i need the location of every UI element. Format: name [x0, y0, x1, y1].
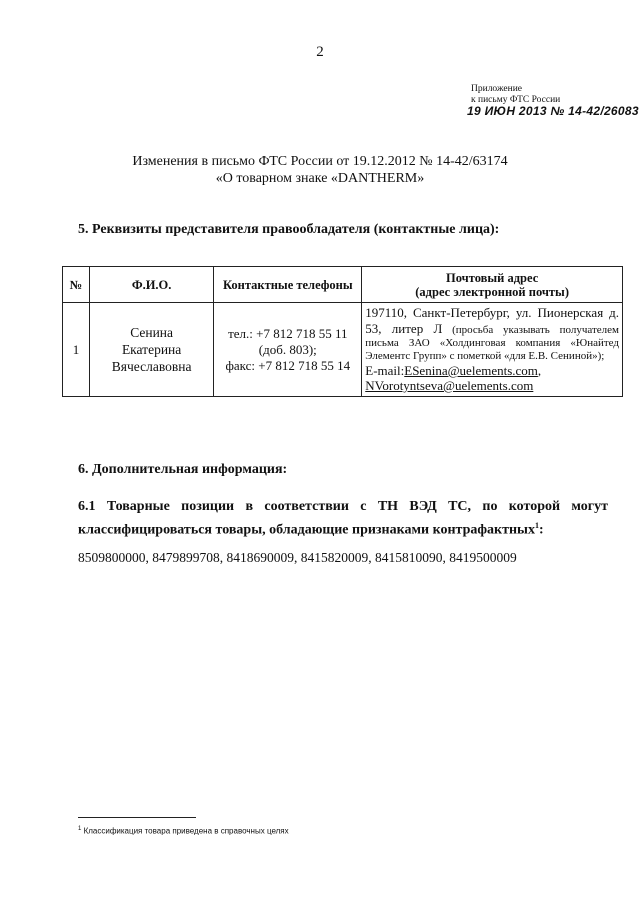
page-number: 2	[316, 44, 324, 60]
fio-patronymic: Вячеславовна	[111, 359, 192, 374]
col-address	[362, 267, 623, 303]
appendix-line-1: Приложение	[471, 84, 522, 94]
registration-stamp: 19 ИЮН 2013 № 14-42/26083	[467, 104, 639, 118]
title-line-1: Изменения в письмо ФТС России от 19.12.2012 № 14-42/63174	[132, 154, 508, 169]
phone-main: тел.: +7 812 718 55 11	[228, 325, 348, 341]
col-fio: Ф.И.О.	[89, 267, 213, 303]
email-label: E-mail:	[365, 363, 405, 378]
row-number: 1	[63, 303, 90, 397]
section-6-heading: 6. Дополнительная информация:	[78, 462, 288, 477]
footnote-mark: 1	[78, 826, 82, 832]
table-row	[63, 303, 623, 397]
phone-ext: (доб. 803);	[258, 341, 317, 357]
footnote-text: Классификация товара приведена в справочных целях	[83, 826, 289, 836]
footnote-divider	[78, 817, 196, 818]
title-line-2: «О товарном знаке «DANTHERM»	[215, 171, 425, 186]
section-6-1-text: 6.1 Товарные позиции в соответствии с ТН ВЭД ТС, по которой могут классифицироваться товары, обладающие признаками контрафактных	[78, 499, 608, 538]
phone-fax: факс: +7 812 718 55 14	[225, 357, 351, 373]
footnote-ref: 1	[535, 521, 539, 530]
document-title	[0, 153, 640, 187]
col-address-line-1: Почтовый адрес	[446, 270, 539, 285]
contacts-table	[62, 266, 623, 397]
section-6-1-heading: 6.1 Товарные позиции в соответствии с ТН ВЭД ТС, по которой могут классифицироваться товары, обладающие признаками контрафактных$^1$:	[78, 499, 608, 538]
address-main: 197110, Санкт-Петербург, ул. Пионерская д. 53, литер Л	[365, 305, 619, 336]
address-note: (просьба указывать получателем письма ЗАО «Холдинговая компания «Юнайтед Элементс Групп» с пометкой «для Е.В. Сениной»);	[365, 324, 619, 362]
appendix-line-2: к письму ФТС России	[471, 94, 561, 105]
table-header-row	[63, 267, 623, 303]
row-fio	[89, 303, 213, 397]
section-5-heading: 5. Реквизиты представителя правообладателя (контактные лица):	[78, 222, 500, 237]
email-link-1[interactable]: ESenina@uelements.com	[404, 363, 538, 378]
row-phones	[214, 303, 362, 397]
appendix-block	[467, 84, 639, 118]
hs-codes: 8509800000, 8479899708, 8418690009, 8415820009, 8415810090, 8419500009	[78, 550, 517, 565]
row-address	[362, 303, 623, 397]
footnote	[78, 826, 289, 836]
fio-surname: Сенина	[130, 325, 174, 340]
col-phones: Контактные телефоны	[214, 267, 362, 303]
email-separator: ,	[537, 363, 542, 378]
email-link-2[interactable]: NVorotyntseva@uelements.com	[365, 378, 534, 393]
fio-name: Екатерина	[121, 342, 182, 357]
col-address-line-2: (адрес электронной почты)	[415, 284, 569, 299]
col-number: №	[63, 267, 90, 303]
